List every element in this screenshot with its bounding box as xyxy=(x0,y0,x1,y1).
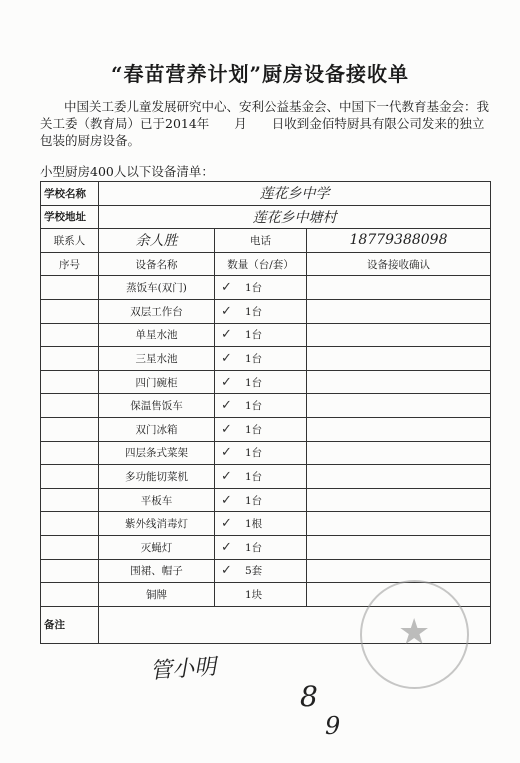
item-confirm xyxy=(307,276,491,300)
item-qty-cell xyxy=(215,394,307,418)
item-qty: 1台 xyxy=(245,329,263,342)
item-confirm xyxy=(307,512,491,536)
table-row xyxy=(41,559,491,583)
item-no xyxy=(41,299,99,323)
item-qty: 1台 xyxy=(245,400,263,413)
check-mark-icon: ✓ xyxy=(221,492,232,508)
item-qty-cell xyxy=(215,299,307,323)
table-row xyxy=(41,370,491,394)
item-name: 四门碗柜 xyxy=(99,370,215,394)
item-qty: 1台 xyxy=(245,470,263,483)
item-no xyxy=(41,465,99,489)
item-confirm xyxy=(307,394,491,418)
signature-day: 9 xyxy=(325,712,341,740)
item-no xyxy=(41,323,99,347)
table-row xyxy=(41,299,491,323)
item-no xyxy=(41,535,99,559)
table-row xyxy=(41,441,491,465)
check-mark-icon: ✓ xyxy=(221,516,232,532)
table-row xyxy=(41,394,491,418)
item-confirm xyxy=(307,535,491,559)
item-qty-cell xyxy=(215,512,307,536)
table-row xyxy=(41,276,491,300)
item-qty-cell xyxy=(215,441,307,465)
item-confirm xyxy=(307,299,491,323)
phone-value: 18779388098 xyxy=(307,229,491,253)
item-qty-cell xyxy=(215,488,307,512)
item-qty: 1台 xyxy=(245,494,263,507)
item-confirm xyxy=(307,465,491,489)
check-mark-icon: ✓ xyxy=(221,303,232,319)
header-no: 序号 xyxy=(41,252,99,276)
form-title: “春苗营养计划”厨房设备接收单 xyxy=(110,62,409,86)
item-name: 多功能切菜机 xyxy=(99,465,215,489)
item-name: 蒸饭车(双门) xyxy=(99,276,215,300)
item-qty-cell xyxy=(215,323,307,347)
item-confirm xyxy=(307,441,491,465)
item-name: 紫外线消毒灯 xyxy=(99,512,215,536)
check-mark-icon: ✓ xyxy=(221,327,232,343)
item-no xyxy=(41,370,99,394)
check-mark-icon: ✓ xyxy=(221,398,232,414)
handwritten-signature: 管小明 xyxy=(149,654,217,685)
header-confirm: 设备接收确认 xyxy=(307,252,491,276)
item-qty: 5套 xyxy=(245,565,263,578)
item-name: 单星水池 xyxy=(99,323,215,347)
phone-label: 电话 xyxy=(215,229,307,253)
school-name-label: 学校名称 xyxy=(41,182,99,206)
item-confirm xyxy=(307,559,491,583)
item-qty: 1根 xyxy=(245,518,263,531)
item-qty: 1台 xyxy=(245,541,263,554)
item-qty: 1台 xyxy=(245,376,263,389)
item-name: 保温售饭车 xyxy=(99,394,215,418)
item-no xyxy=(41,488,99,512)
equipment-list-label: 小型厨房400人以下设备清单： xyxy=(40,164,214,179)
item-name: 双门冰箱 xyxy=(99,417,215,441)
school-address-value: 莲花乡中塘村 xyxy=(99,205,491,229)
item-qty: 1块 xyxy=(245,588,263,601)
contact-value: 余人胜 xyxy=(99,229,215,253)
table-row xyxy=(41,323,491,347)
item-qty-cell xyxy=(215,347,307,371)
school-address-label: 学校地址 xyxy=(41,205,99,229)
official-stamp xyxy=(360,580,469,689)
item-qty: 1台 xyxy=(245,352,263,365)
table-row xyxy=(41,417,491,441)
equipment-table xyxy=(40,181,491,644)
item-no xyxy=(41,559,99,583)
stamp-star-icon: ★ xyxy=(398,612,431,653)
check-mark-icon: ✓ xyxy=(221,468,232,484)
check-mark-icon: ✓ xyxy=(221,350,232,366)
item-no xyxy=(41,583,99,607)
intro-paragraph: 中国关工委儿童发展研究中心、安利公益基金会、中国下一代教育基金会：我关工委（教育局）已于2014年 月 日收到金佰特厨具有限公司发来的独立包装的厨房设备。 xyxy=(40,99,490,148)
item-qty: 1台 xyxy=(245,447,263,460)
item-no xyxy=(41,394,99,418)
item-no xyxy=(41,441,99,465)
item-confirm xyxy=(307,488,491,512)
item-no xyxy=(41,512,99,536)
check-mark-icon: ✓ xyxy=(221,445,232,461)
item-qty-cell xyxy=(215,370,307,394)
item-confirm xyxy=(307,370,491,394)
table-row xyxy=(41,512,491,536)
check-mark-icon: ✓ xyxy=(221,374,232,390)
header-name: 设备名称 xyxy=(99,252,215,276)
school-name-value: 莲花乡中学 xyxy=(99,182,491,206)
item-qty-cell xyxy=(215,276,307,300)
school-address-row xyxy=(41,205,491,229)
item-name: 平板车 xyxy=(99,488,215,512)
item-qty-cell xyxy=(215,559,307,583)
item-no xyxy=(41,417,99,441)
table-row xyxy=(41,535,491,559)
check-mark-icon: ✓ xyxy=(221,421,232,437)
signature-month: 8 xyxy=(300,680,318,713)
item-confirm xyxy=(307,347,491,371)
check-mark-icon: ✓ xyxy=(221,280,232,296)
item-name: 双层工作台 xyxy=(99,299,215,323)
header-qty: 数量（台/套） xyxy=(215,252,307,276)
item-name: 围裙、帽子 xyxy=(99,559,215,583)
item-qty-cell xyxy=(215,583,307,607)
table-row xyxy=(41,488,491,512)
item-no xyxy=(41,276,99,300)
item-name: 四层条式菜架 xyxy=(99,441,215,465)
item-name: 灭蝇灯 xyxy=(99,535,215,559)
table-row xyxy=(41,347,491,371)
item-qty: 1台 xyxy=(245,282,263,295)
contact-label: 联系人 xyxy=(41,229,99,253)
contact-row xyxy=(41,229,491,253)
table-header-row xyxy=(41,252,491,276)
item-qty-cell xyxy=(215,535,307,559)
item-qty-cell xyxy=(215,465,307,489)
item-no xyxy=(41,347,99,371)
item-confirm xyxy=(307,323,491,347)
check-mark-icon: ✓ xyxy=(221,563,232,579)
item-qty: 1台 xyxy=(245,305,263,318)
item-confirm xyxy=(307,417,491,441)
remark-label: 备注 xyxy=(41,606,99,643)
equipment-rows xyxy=(41,276,491,606)
school-name-row xyxy=(41,182,491,206)
item-qty: 1台 xyxy=(245,423,263,436)
item-name: 三星水池 xyxy=(99,347,215,371)
item-qty-cell xyxy=(215,417,307,441)
item-name: 铜牌 xyxy=(99,583,215,607)
table-row xyxy=(41,465,491,489)
check-mark-icon: ✓ xyxy=(221,539,232,555)
